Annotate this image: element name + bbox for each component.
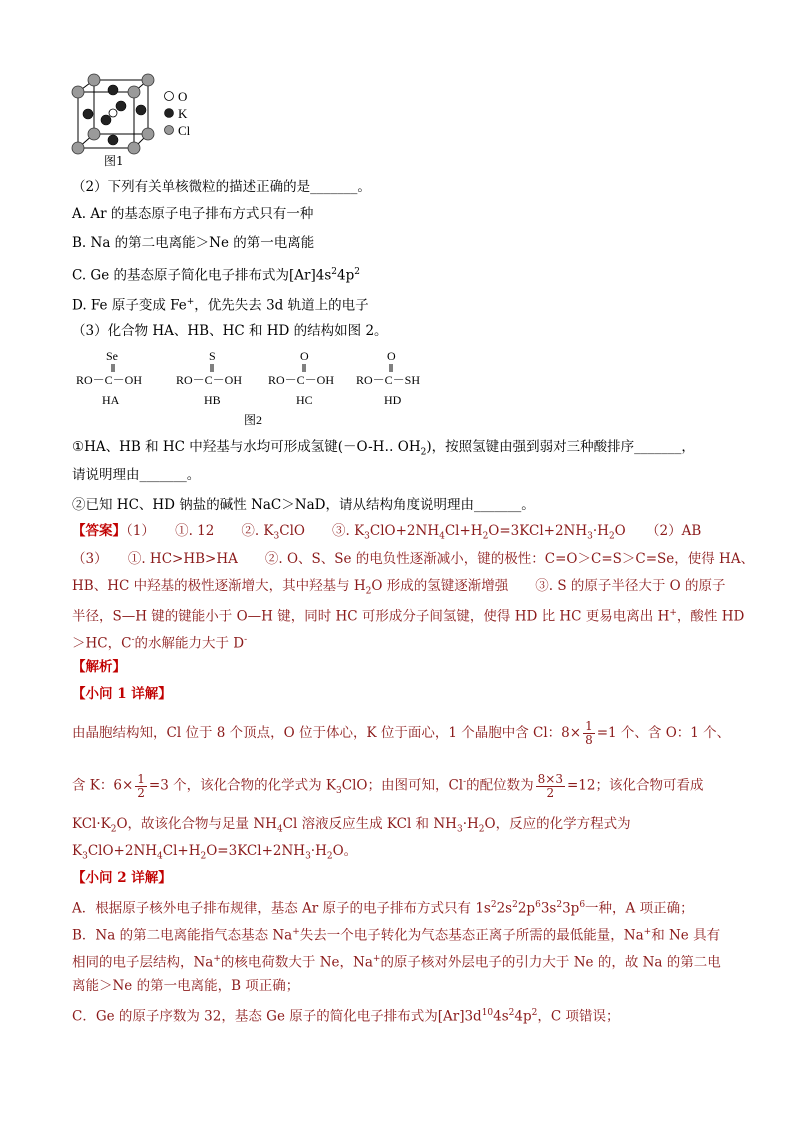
fraction-one-half: $\frac{1}{2}$	[137, 771, 145, 800]
answer-line-2: （3） ①. HC>HB>HA ②. O、S、Se 的电负性逐渐减小，键的极性：C=O＞C=S＞C=Se，使得 HA、	[72, 551, 755, 567]
q3-sub1: ①HA、HB 和 HC 中羟基与水均可形成氢键(－O-H‥ $OH_2$)，按照氢键由强到弱对三种酸排序_______，	[72, 439, 695, 458]
analysis-q1-line-2: 含 K：6× $\frac{1}{2}$ =3 个，该化合物的化学式为 $K_3ClO$；由图可知，Cl-的配位数为 $\frac{8\times 3}{2}$ =12；该化合物可看成	[72, 771, 704, 800]
legend-cl: Cl	[178, 123, 191, 138]
analysis-q1-line-4: $K_3ClO+2NH_4Cl+H_2O=3KCl+2NH_3\cdot H_2O$。	[72, 843, 358, 862]
fraction-coordination: $\frac{8\times 3}{2}$	[537, 771, 563, 800]
q3-sub1-reason: 请说明理由_______。	[72, 467, 201, 483]
struct-atom-ha: Se	[106, 349, 118, 363]
struct-formula-hd: RO－C－SH	[356, 373, 421, 387]
analysis-q2-a: A．根据原子核外电子排布规律，基态 Ar 原子的电子排布方式只有 $1s^22s^22p^63s^23p^6$一种，A 项正确；	[72, 900, 694, 917]
analysis-q2-b-3: 离能＞Ne 的第一电离能，B 项正确；	[72, 978, 300, 994]
q2-option-d: D. Fe 原子变成 Fe+，优先失去 3d 轨道上的电子	[72, 297, 369, 314]
figure1-caption: 图1	[104, 154, 124, 168]
struct-atom-hb: S	[209, 349, 216, 363]
q3-sub2: ②已知 HC、HD 钠盐的碱性 NaC＞NaD，请从结构角度说明理由_______。	[72, 497, 535, 513]
figure2-caption: 图2	[244, 413, 263, 427]
legend-k: K	[178, 106, 188, 121]
answer-label: 【答案】	[72, 523, 126, 539]
struct-formula-hc: RO－C－OH	[268, 373, 335, 387]
q3-stem: （3）化合物 HA、HB、HC 和 HD 的结构如图 2。	[72, 323, 388, 339]
answer-line-1: 【答案】（1） ①. 12 ②. $K_3ClO$ ③. $K_3ClO+2NH_4Cl+H_2O=3KCl+2NH_3\cdot H_2O$ （2）AB	[72, 523, 702, 542]
analysis-q1-label: 【小问 1 详解】	[72, 686, 172, 702]
analysis-q2-b-1: B．Na 的第二电离能指气态基态 Na+失去一个电子转化为气态基态正离子所需的最低能量，Na+和 Ne 具有	[72, 927, 721, 944]
analysis-q2-b-2: 相同的电子层结构，Na+的核电荷数大于 Ne，Na+的原子核对外层电子的引力大于 Ne 的，故 Na 的第二电	[72, 954, 721, 971]
crystal-cell-figure	[66, 70, 206, 170]
q2-option-b: B. Na 的第二电离能＞Ne 的第一电离能	[72, 235, 315, 251]
legend-o: O	[178, 89, 188, 104]
answer-line-4: 半径，S—H 键的键能小于 O—H 键，同时 HC 可形成分子间氢键，使得 HD 比 HC 更易电离出 H+，酸性 HD	[72, 608, 745, 625]
struct-formula-ha: RO－C－OH	[76, 373, 143, 387]
answer-line-5: ＞HC，C-的水解能力大于 D-	[72, 635, 248, 652]
struct-atom-hd: O	[387, 349, 396, 363]
struct-atom-hc: O	[300, 349, 309, 363]
struct-name-hc: HC	[296, 393, 313, 407]
q2-option-c: C. Ge 的基态原子简化电子排布式为$[Ar]4s^24p^2$	[72, 267, 360, 284]
struct-formula-hb: RO－C－OH	[176, 373, 243, 387]
analysis-label: 【解析】	[72, 659, 126, 675]
q2-option-a: A. Ar 的基态原子电子排布方式只有一种	[72, 206, 314, 222]
analysis-q2-c: C．Ge 的原子序数为 32，基态 Ge 原子的简化电子排布式为$[Ar]3d^{10}4s^24p^2$，C 项错误；	[72, 1008, 620, 1025]
analysis-q1-line-1: 由晶胞结构知，Cl 位于 8 个顶点，O 位于体心，K 位于面心，1 个晶胞中含 Cl：8× $\frac{1}{8}$ =1 个、含 O：1 个、	[72, 719, 731, 747]
structures-figure	[72, 348, 452, 430]
answer-line-3: HB、HC 中羟基的极性逐渐增大，其中羟基与 $H_2O$ 形成的氢键逐渐增强 ③. S 的原子半径大于 O 的原子	[72, 578, 726, 597]
analysis-q1-line-3: $KCl\cdot K_2O$，故该化合物与足量 $NH_4Cl$ 溶液反应生成 KCl 和 $NH_3\cdot H_2O$，反应的化学方程式为	[72, 816, 631, 835]
struct-name-hb: HB	[204, 393, 221, 407]
struct-name-hd: HD	[384, 393, 402, 407]
fraction-one-eighth: $\frac{1}{8}$	[585, 719, 593, 747]
struct-name-ha: HA	[102, 393, 120, 407]
analysis-q2-label: 【小问 2 详解】	[72, 870, 172, 886]
q2-stem: （2）下列有关单核微粒的描述正确的是_______。	[72, 179, 371, 195]
